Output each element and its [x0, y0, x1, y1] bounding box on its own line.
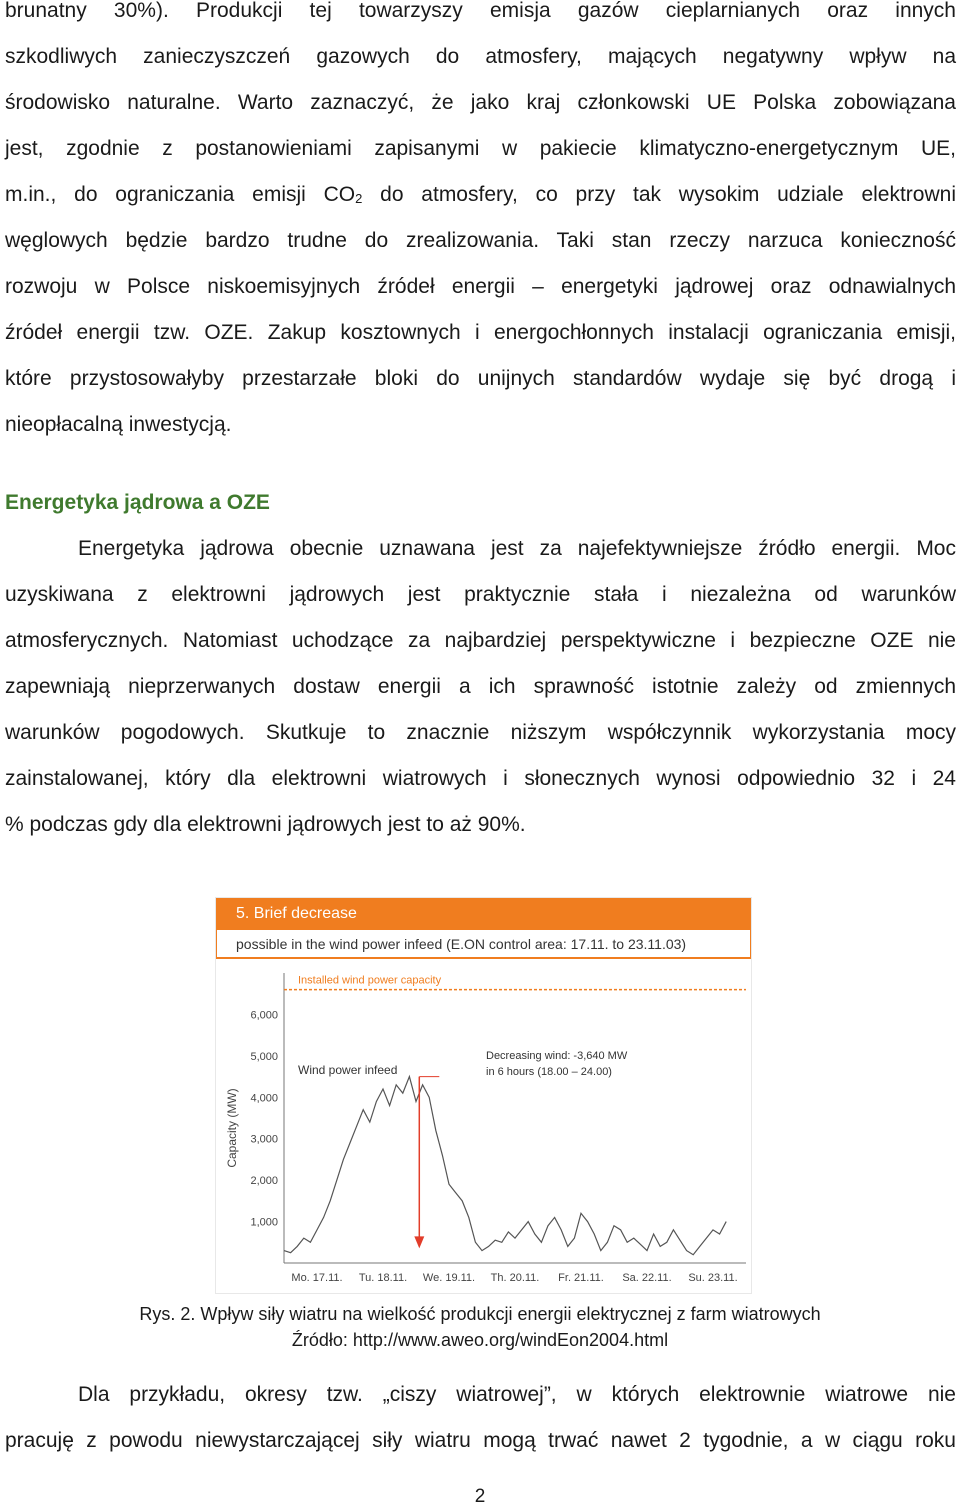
paragraph-line: środowisko naturalne. Warto zaznaczyć, że jako kraj członkowski UE Polska zobowiązana [5, 91, 956, 114]
figure-source: Źródło: http://www.aweo.org/windEon2004.html [291, 1330, 669, 1350]
paragraph-line: Energetyka jądrowa obecnie uznawana jest za najefektywniejsze źródło energii. Moc [78, 537, 956, 560]
paragraph-line: nieopłacalną inwestycją. [5, 413, 232, 436]
paragraph-line: pracuję z powodu niewystarczającej siły wiatru mogą trwać nawet 2 tygodnie, a w ciągu roku [5, 1429, 956, 1452]
x-tick-label: We. 19.11. [422, 1272, 476, 1284]
wind-power-infeed-line [284, 1077, 726, 1255]
paragraph-line: % podczas gdy dla elektrowni jądrowych jest to aż 90%. [5, 813, 526, 836]
paragraph-line: uzyskiwana z elektrowni jądrowych jest praktycznie stała i niezależna od warunków [5, 583, 956, 606]
paragraph-line: źródeł energii tzw. OZE. Zakup kosztownych i energochłonnych instalacji ograniczania emisji, [5, 321, 956, 344]
x-tick-label: Sa. 22.11. [622, 1272, 672, 1284]
annotation-line-1: Decreasing wind: -3,640 MW [486, 1050, 628, 1062]
co2-pre: m.in., do ograniczania emisji CO [5, 183, 356, 206]
chart-svg [216, 898, 751, 1293]
chart-subtitle: possible in the wind power infeed (E.ON control area: 17.11. to 23.11.03) [236, 936, 687, 952]
wind-power-chart [215, 897, 752, 1294]
paragraph-line: brunatny 30%). Produkcji tej towarzyszy emisja gazów cieplarnianych oraz innych [5, 0, 956, 22]
y-tick-label: 6,000 [250, 1009, 278, 1022]
y-tick-label: 1,000 [250, 1216, 278, 1229]
installed-capacity-label: Installed wind power capacity [298, 974, 442, 987]
y-tick-label: 3,000 [250, 1133, 278, 1146]
paragraph-line: węglowych będzie bardzo trudne do zrealizowania. Taki stan rzeczy narzuca konieczność [5, 229, 956, 252]
paragraph-line: rozwoju w Polsce niskoemisyjnych źródeł energii – energetyki jądrowej oraz odnawialnych [5, 275, 956, 298]
figure-caption: Rys. 2. Wpływ siły wiatru na wielkość produkcji energii elektrycznej z farm wiatrowych [139, 1304, 821, 1324]
x-tick-label: Tu. 18.11. [358, 1272, 408, 1284]
annotation-line-2: in 6 hours (18.00 – 24.00) [486, 1066, 612, 1078]
paragraph-line: zainstalowanej, który dla elektrowni wiatrowych i słonecznych wynosi odpowiednio 32 i 24 [5, 767, 956, 790]
y-tick-label: 2,000 [250, 1175, 278, 1188]
page-number: 2 [474, 1486, 486, 1507]
paragraph-line: zapewniają nieprzerwanych dostaw energii a ich sprawność istotnie zależy od zmiennych [5, 675, 956, 698]
paragraph-line-co2 [5, 172, 956, 222]
paragraph-line: warunków pogodowych. Skutkuje to znacznie niższym współczynnik wykorzystania mocy [5, 721, 956, 744]
series-label: Wind power infeed [298, 1063, 398, 1077]
y-ticks [250, 1009, 278, 1228]
paragraph-line: jest, zgodnie z postanowieniami zapisanymi w pakiecie klimatyczno-energetycznym UE, [5, 137, 956, 160]
section-heading: Energetyka jądrowa a OZE [5, 491, 270, 514]
paragraph-line: atmosferycznych. Natomiast uchodzące za najbardziej perspektywiczne i bezpieczne OZE nie [5, 629, 956, 652]
co2-post: do atmosfery, co przy tak wysokim udziale elektrowni [362, 183, 956, 206]
paragraph-line: szkodliwych zanieczyszczeń gazowych do atmosfery, mających negatywny wpływ na [5, 45, 956, 68]
x-tick-label: Fr. 21.11. [558, 1272, 604, 1284]
x-tick-label: Mo. 17.11. [291, 1272, 343, 1284]
y-tick-label: 4,000 [250, 1092, 278, 1105]
x-tick-label: Su. 23.11. [688, 1272, 738, 1284]
x-ticks [291, 1272, 737, 1284]
co2-subscript: 2 [355, 191, 363, 206]
x-tick-label: Th. 20.11. [490, 1272, 540, 1284]
y-tick-label: 5,000 [250, 1050, 278, 1063]
chart-title: 5. Brief decrease [236, 905, 357, 922]
y-axis-label: Capacity (MW) [225, 1088, 239, 1168]
paragraph-line: które przystosowałyby przestarzałe bloki do unijnych standardów wydaje się być drogą i [5, 367, 956, 390]
drop-arrowhead [414, 1236, 424, 1248]
paragraph-line: Dla przykładu, okresy tzw. „ciszy wiatrowej”, w których elektrownie wiatrowe nie [78, 1383, 956, 1406]
